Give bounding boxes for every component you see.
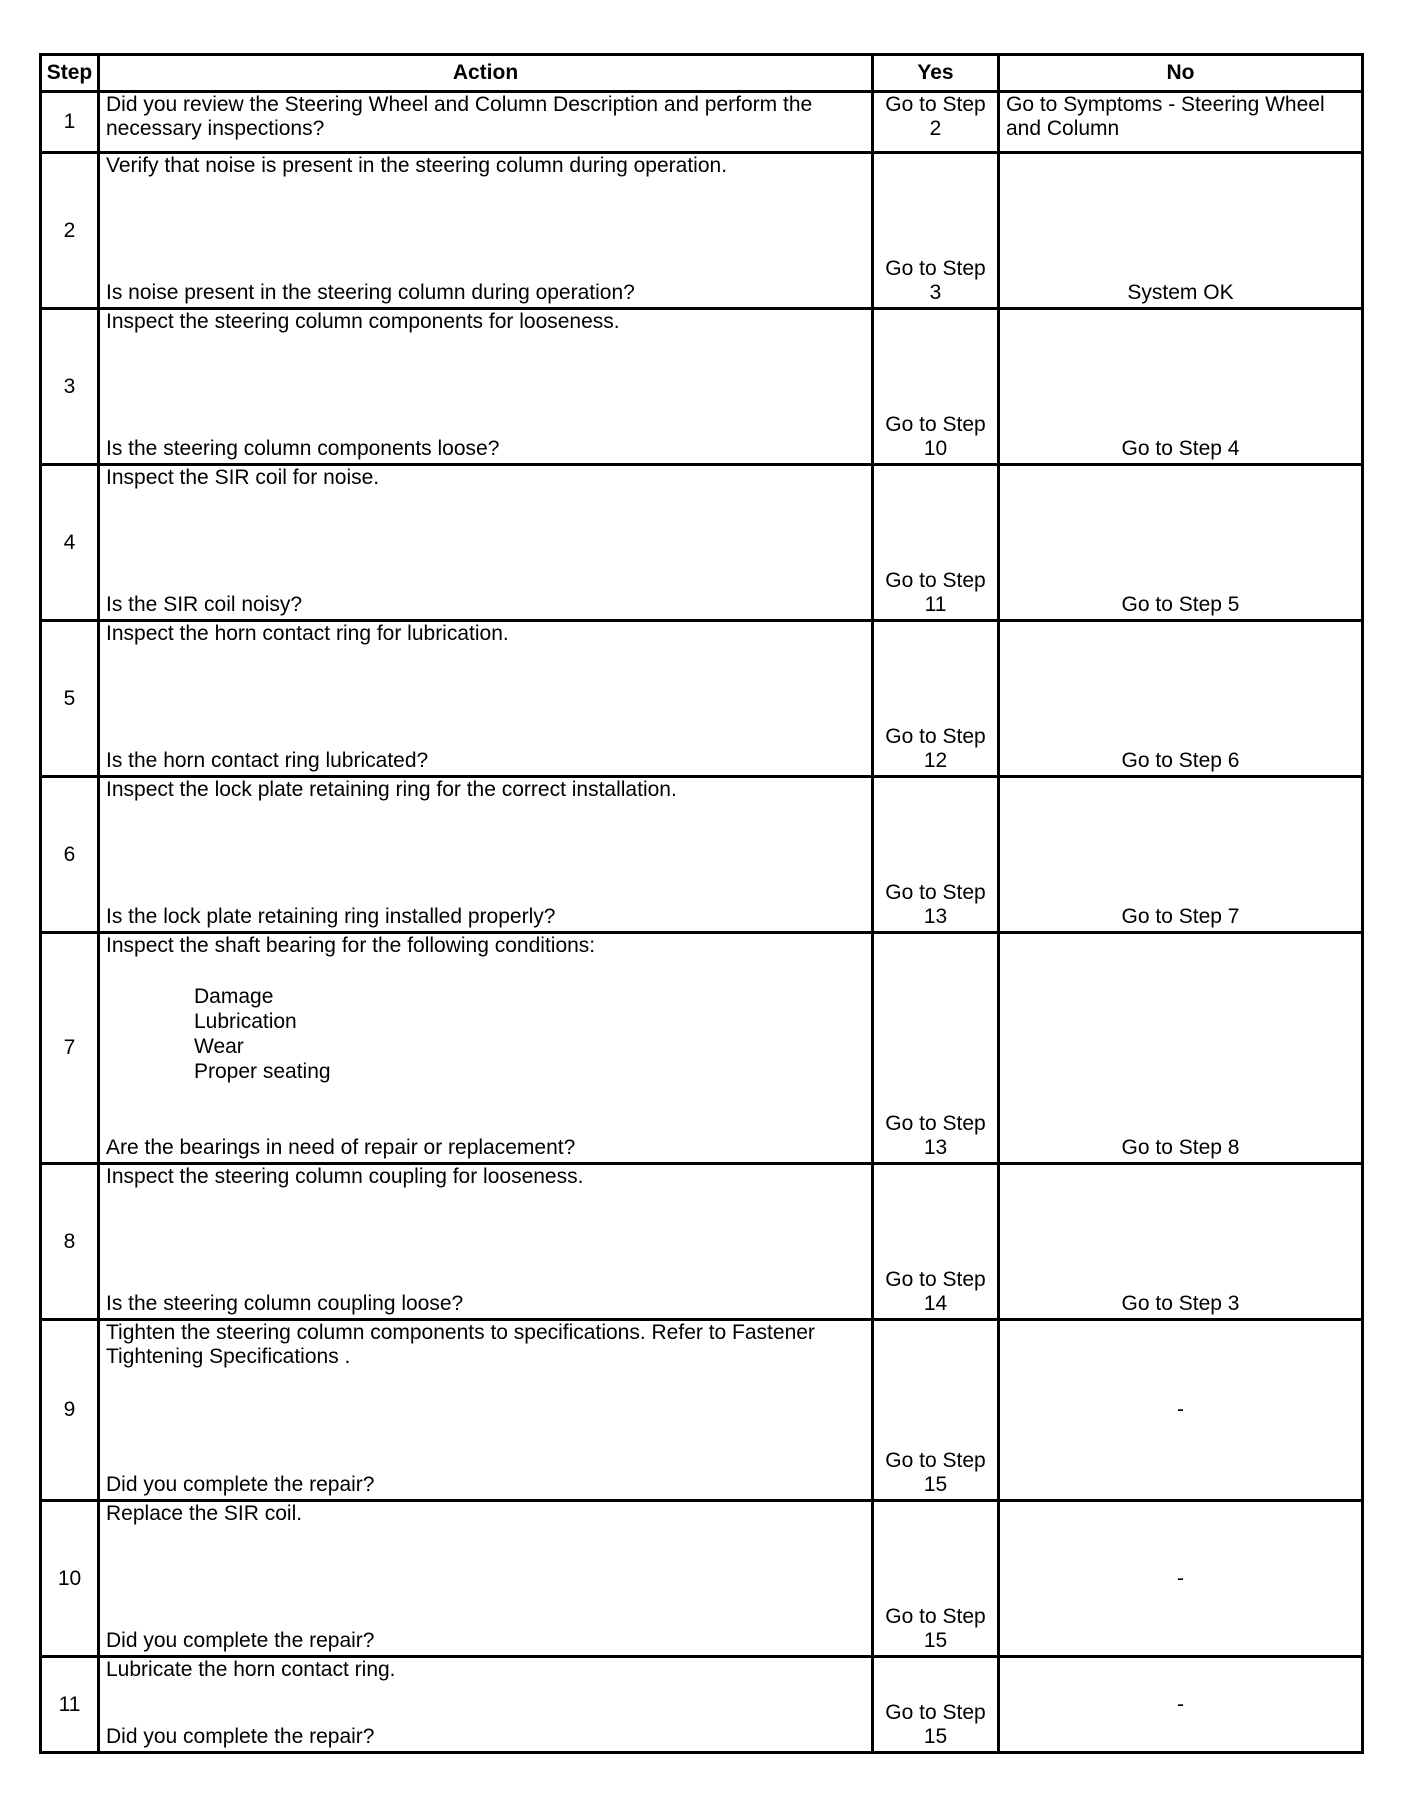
action-question: Did you complete the repair? — [106, 1473, 375, 1496]
action-cell — [99, 465, 873, 621]
yes-cell — [873, 1164, 999, 1320]
yes-step: 11 — [924, 593, 947, 616]
action-instruction: Tighten the steering column components to specifications. Refer to Fastener Tightening Specifications . — [106, 1321, 815, 1368]
yes-step: 10 — [923, 437, 948, 460]
yes-cell — [873, 777, 999, 933]
table-row — [41, 92, 1363, 153]
step-number: 1 — [41, 92, 99, 153]
action-instruction: Inspect the lock plate retaining ring for the correct installation. — [106, 778, 677, 801]
step-number: 5 — [41, 621, 99, 777]
action-instruction: Inspect the steering column components for looseness. — [106, 310, 620, 333]
no-cell — [999, 1164, 1363, 1320]
yes-label: Go to Step — [885, 1112, 986, 1135]
action-instruction: Verify that noise is present in the steering column during operation. — [106, 154, 728, 177]
action-question: Are the bearings in need of repair or replacement? — [106, 1136, 576, 1159]
condition-list — [194, 984, 865, 1084]
no-cell — [999, 309, 1363, 465]
yes-label: Go to Step — [885, 881, 986, 904]
action-question: Is noise present in the steering column during operation? — [106, 281, 635, 304]
action-question: Did you complete the repair? — [106, 1725, 375, 1748]
action-question: Is the steering column components loose? — [106, 437, 500, 460]
no-cell: - — [999, 1501, 1363, 1657]
yes-label: Go to Step — [885, 1449, 986, 1472]
list-item: Wear — [194, 1035, 244, 1058]
action-cell — [99, 777, 873, 933]
action-instruction: Did you review the Steering Wheel and Column Description and perform the necessary inspections? — [106, 93, 813, 140]
no-cell — [999, 621, 1363, 777]
step-number: 3 — [41, 309, 99, 465]
action-question: Is the lock plate retaining ring installed properly? — [106, 905, 556, 928]
action-question: Is the steering column coupling loose? — [106, 1292, 464, 1315]
no-answer: Go to Step 6 — [1121, 749, 1240, 772]
yes-label: Go to Step — [885, 1605, 986, 1628]
yes-step: 14 — [923, 1292, 948, 1315]
no-cell: - — [999, 1657, 1363, 1753]
action-cell — [99, 1501, 873, 1657]
action-cell — [99, 1657, 873, 1753]
no-cell — [999, 777, 1363, 933]
yes-cell — [873, 92, 999, 153]
action-instruction: Lubricate the horn contact ring. — [106, 1658, 396, 1681]
action-instruction: Replace the SIR coil. — [106, 1502, 303, 1525]
no-answer: System OK — [1127, 281, 1234, 304]
no-answer: Go to Step 5 — [1121, 593, 1240, 616]
step-number: 2 — [41, 153, 99, 309]
step-number: 8 — [41, 1164, 99, 1320]
yes-step: 3 — [929, 281, 942, 304]
yes-cell — [873, 153, 999, 309]
header-row — [41, 55, 1363, 92]
yes-cell — [873, 465, 999, 621]
list-item: Proper seating — [194, 1060, 331, 1083]
no-answer: Go to Step 4 — [1121, 437, 1240, 460]
table-row — [41, 1657, 1363, 1753]
no-cell — [999, 465, 1363, 621]
step-number: 9 — [41, 1320, 99, 1501]
diagnostic-table — [39, 53, 1364, 1754]
action-instruction: Inspect the shaft bearing for the following conditions: — [106, 934, 596, 957]
yes-cell — [873, 1501, 999, 1657]
action-question: Is the SIR coil noisy? — [106, 593, 303, 616]
yes-label: Go to Step — [885, 569, 986, 592]
header-yes: Yes — [873, 55, 999, 92]
action-instruction: Inspect the steering column coupling for looseness. — [106, 1165, 584, 1188]
table-row — [41, 465, 1363, 621]
action-cell — [99, 933, 873, 1164]
yes-label: Go to Step — [885, 93, 986, 116]
no-cell: - — [999, 1320, 1363, 1501]
yes-label: Go to Step — [885, 257, 986, 280]
table-row — [41, 933, 1363, 1164]
table-row — [41, 1164, 1363, 1320]
no-cell — [999, 153, 1363, 309]
yes-cell — [873, 309, 999, 465]
yes-step: 13 — [923, 1136, 948, 1159]
action-question: Did you complete the repair? — [106, 1629, 375, 1652]
yes-label: Go to Step — [885, 1268, 986, 1291]
yes-step: 15 — [923, 1725, 948, 1748]
table-row — [41, 1501, 1363, 1657]
table-row — [41, 309, 1363, 465]
yes-step: 12 — [923, 749, 948, 772]
table-row — [41, 621, 1363, 777]
yes-label: Go to Step — [885, 1701, 986, 1724]
yes-label: Go to Step — [885, 413, 986, 436]
header-step: Step — [41, 55, 99, 92]
action-cell — [99, 1164, 873, 1320]
no-cell — [999, 933, 1363, 1164]
list-item: Damage — [194, 985, 274, 1008]
table-row — [41, 1320, 1363, 1501]
step-number: 10 — [41, 1501, 99, 1657]
no-answer: Go to Step 8 — [1121, 1136, 1240, 1159]
action-instruction: Inspect the horn contact ring for lubrication. — [106, 622, 509, 645]
step-number: 7 — [41, 933, 99, 1164]
header-action: Action — [99, 55, 873, 92]
step-number: 11 — [41, 1657, 99, 1753]
no-answer: Go to Step 3 — [1121, 1292, 1240, 1315]
action-question: Is the horn contact ring lubricated? — [106, 749, 429, 772]
yes-cell — [873, 1657, 999, 1753]
yes-step: 13 — [923, 905, 948, 928]
step-number: 6 — [41, 777, 99, 933]
action-instruction: Inspect the SIR coil for noise. — [106, 466, 380, 489]
yes-step: 15 — [923, 1629, 948, 1652]
yes-step: 2 — [929, 117, 942, 140]
no-answer: Go to Step 7 — [1121, 905, 1240, 928]
step-number: 4 — [41, 465, 99, 621]
action-cell — [99, 1320, 873, 1501]
no-cell: Go to Symptoms - Steering Wheel and Column — [999, 92, 1363, 153]
yes-cell — [873, 1320, 999, 1501]
action-cell — [99, 153, 873, 309]
yes-cell — [873, 933, 999, 1164]
action-cell — [99, 621, 873, 777]
table-row — [41, 777, 1363, 933]
list-item: Lubrication — [194, 1010, 297, 1033]
table-row — [41, 153, 1363, 309]
yes-label: Go to Step — [885, 725, 986, 748]
action-cell — [99, 309, 873, 465]
yes-step: 15 — [923, 1473, 948, 1496]
header-no: No — [999, 55, 1363, 92]
action-cell — [99, 92, 873, 153]
yes-cell — [873, 621, 999, 777]
